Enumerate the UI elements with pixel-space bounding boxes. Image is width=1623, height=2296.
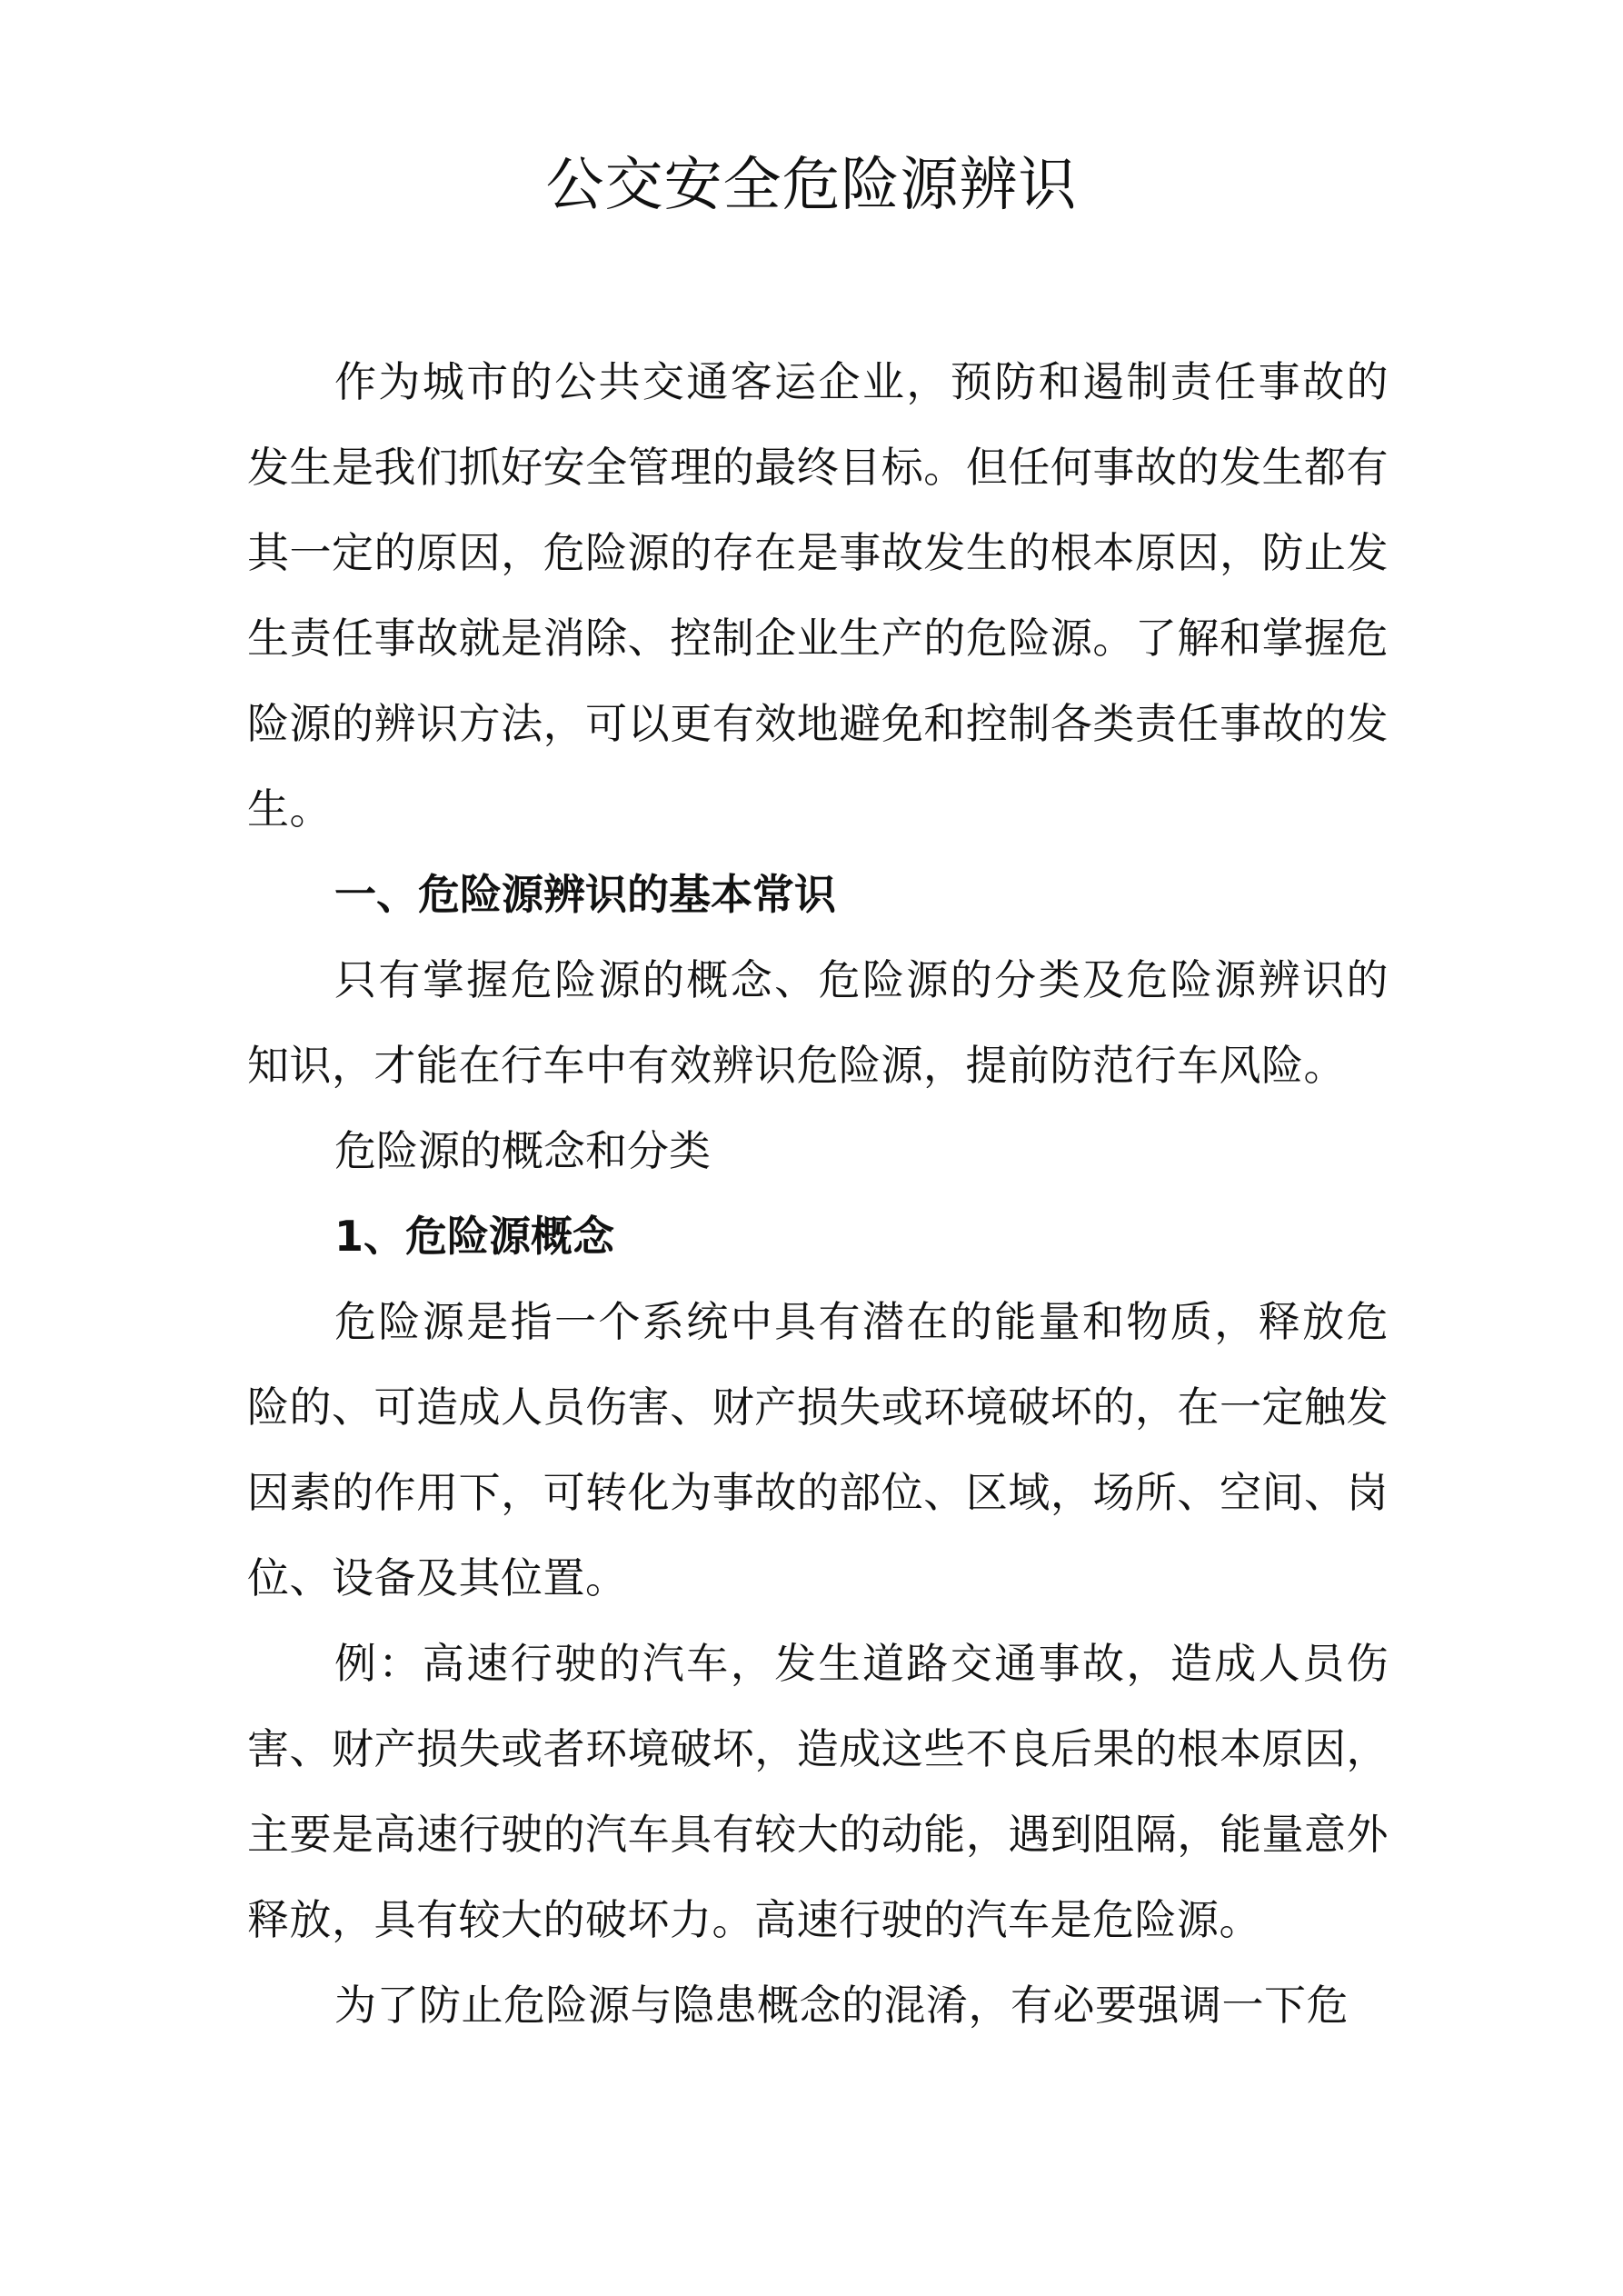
document-title: 公交安全危险源辨识 (545, 152, 1078, 219)
paragraph-example: 例：高速行驶的汽车，发生道路交通事故，造成人员伤害、财产损失或者环境破坏，造成这些不良后果的根本原因，主要是高速行驶的汽车具有较大的动能，遇到阻隔，能量意外释放，具有较大的破坏力。高速行驶的汽车是危险源。 (247, 1639, 1389, 1944)
intro-paragraph: 作为城市的公共交通客运企业，预防和遏制责任事故的发生是我们抓好安全管理的最终目标。但任何事故的发生都有其一定的原因，危险源的存在是事故发生的根本原因，防止发生责任事故就是消除、控制企业生产的危险源。了解和掌握危险源的辨识方法，可以更有效地避免和控制各类责任事故的发生。 (247, 357, 1389, 834)
document-body (247, 339, 1389, 2048)
paragraph-definition: 危险源是指一个系统中具有潜在的能量和物质，释放危险的、可造成人员伤害、财产损失或环境破坏的，在一定触发因素的作用下，可转化为事故的部位、区域，场所、空间、岗位、设备及其位置。 (247, 1297, 1389, 1602)
paragraph-continuation: 为了防止危险源与隐患概念的混淆，有必要强调一下危 (334, 1981, 1349, 2030)
section-heading-1: 一、危险源辨识的基本常识 (334, 870, 836, 919)
paragraph-knowledge: 只有掌握危险源的概念、危险源的分类及危险源辨识的知识，才能在行车中有效辨识危险源，提前防范行车风险。 (247, 955, 1389, 1090)
subtitle-concept-classification: 危险源的概念和分类 (334, 1126, 711, 1175)
item-heading-1: 1、危险源概念 (334, 1212, 615, 1261)
